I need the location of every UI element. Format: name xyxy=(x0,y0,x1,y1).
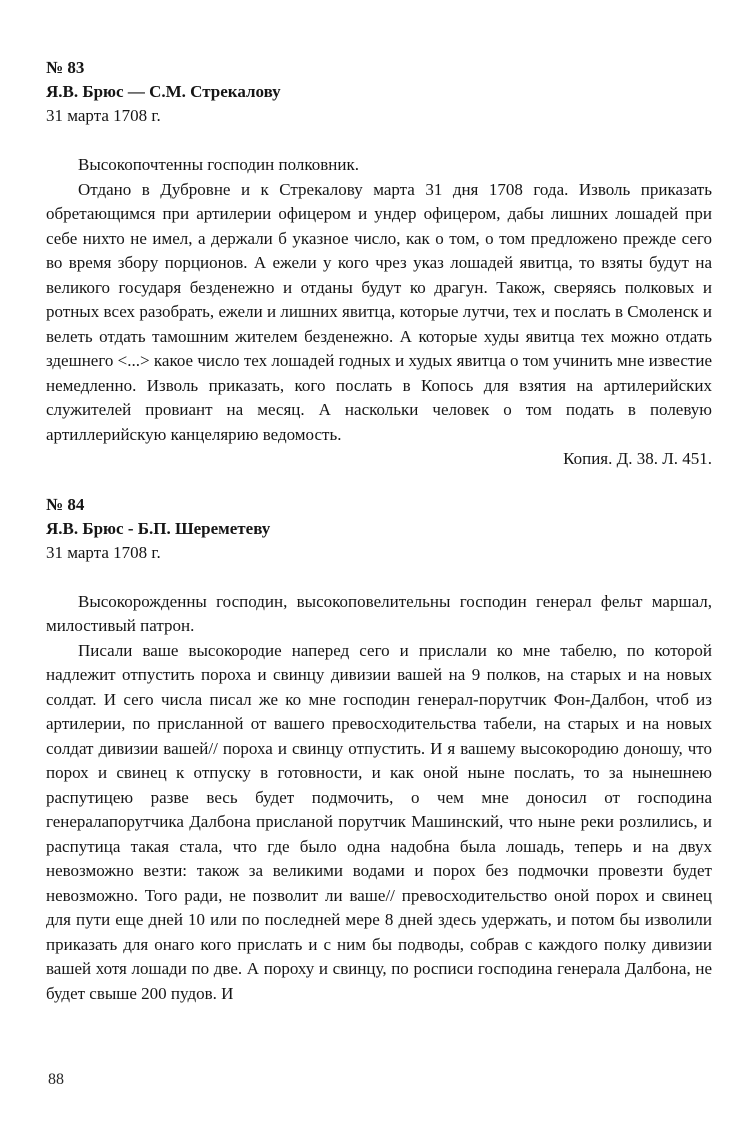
letter-title: Я.В. Брюс - Б.П. Шереметеву xyxy=(46,518,271,538)
letter-83-header xyxy=(46,56,712,128)
page-number: 88 xyxy=(48,1071,64,1088)
letter-body: Отдано в Дубровне и к Стрекалову марта 31 дня 1708 года. Изволь приказать обретающимся при артилерии офицером и ундер офицером, дабы лишних лошадей при себе нихто не имел, а держали б указное число, как о том, о том предложено прежде сего во время збору порционов. А ежели у кого чрез указ лошадей явитца, то взяты будут на великого государя безденежно и отданы будут ко драгун. Також, сверяясь полковых и ротных всех разобрать, ежели и лишних явитца, которые лутчи, тех и послать в Смоленск и велеть отдать тамошним жителем безденежно. А которые худы явитца тех можно отдать здешнего <...> какое число тех лошадей годных и худых явитца о том учинить мне известие немедленно. Изволь приказать, кого послать в Копось для взятия на артилерийских служителей провиант на месяц. А наскольки человек о том подать в полевую артиллерийскую канцелярию ведомость. xyxy=(46,179,712,444)
letter-salutation: Высокорожденны господин, высокоповелительны господин генерал фельт маршал, милостивый патрон. xyxy=(46,591,712,635)
archive-reference: Копия. Д. 38. Л. 451. xyxy=(563,449,712,468)
letter-83 xyxy=(46,56,712,472)
letter-title: Я.В. Брюс — С.М. Стрекалову xyxy=(46,82,281,101)
letter-body: Писали ваше высокородие наперед сего и прислали ко мне табелю, по которой надлежит отпустить пороха и свинцу дивизии вашей на 9 полков, на старых и на новых солдат. И сего числа писал же ко мне господин генерал-порутчик Фон-Далбон, чтоб из артилерии, по присланной от вашего превосходительства табели, на старых и на новых солдат дивизии вашей// пороха и свинцу отпустить. И я вашему высокородию доношу, что порох и свинец к отпуску в готовности, и как оной ныне послать, то за нынешнею распутицею разве весь будет подмочить, о чем мне доносил от господина генералапорутчика Далбона присланой порутчик Машинский, что ныне реки розлились, и распутица такая стала, что где было одна надобна была лошадь, теперь и на двух невозможно везти: також за великими водами и порох без подмочки провезти будет невозможно. Того ради, не позволит ли ваше// превосходительство оной порох и свинец для пути еще дней 10 или по последней мере 8 дней здесь удержать, и потом бы изволили приказать для онаго кого прислать и с ним бы подводы, собрав с каждого полку дивизии вашей хотя лошади по две. А пороху и свинцу, по росписи господина генерала Далбона, не будет свыше 200 пудов. И xyxy=(46,640,712,1003)
letter-salutation: Высокопочтенны господин полковник. xyxy=(78,155,359,174)
letter-84 xyxy=(46,493,712,1007)
letter-date: 31 марта 1708 г. xyxy=(46,542,161,562)
letter-84-header xyxy=(46,493,712,565)
letter-number: № 83 xyxy=(46,58,85,77)
letter-number: № 84 xyxy=(46,494,85,514)
page-content xyxy=(46,56,712,1006)
letter-date: 31 марта 1708 г. xyxy=(46,106,161,125)
